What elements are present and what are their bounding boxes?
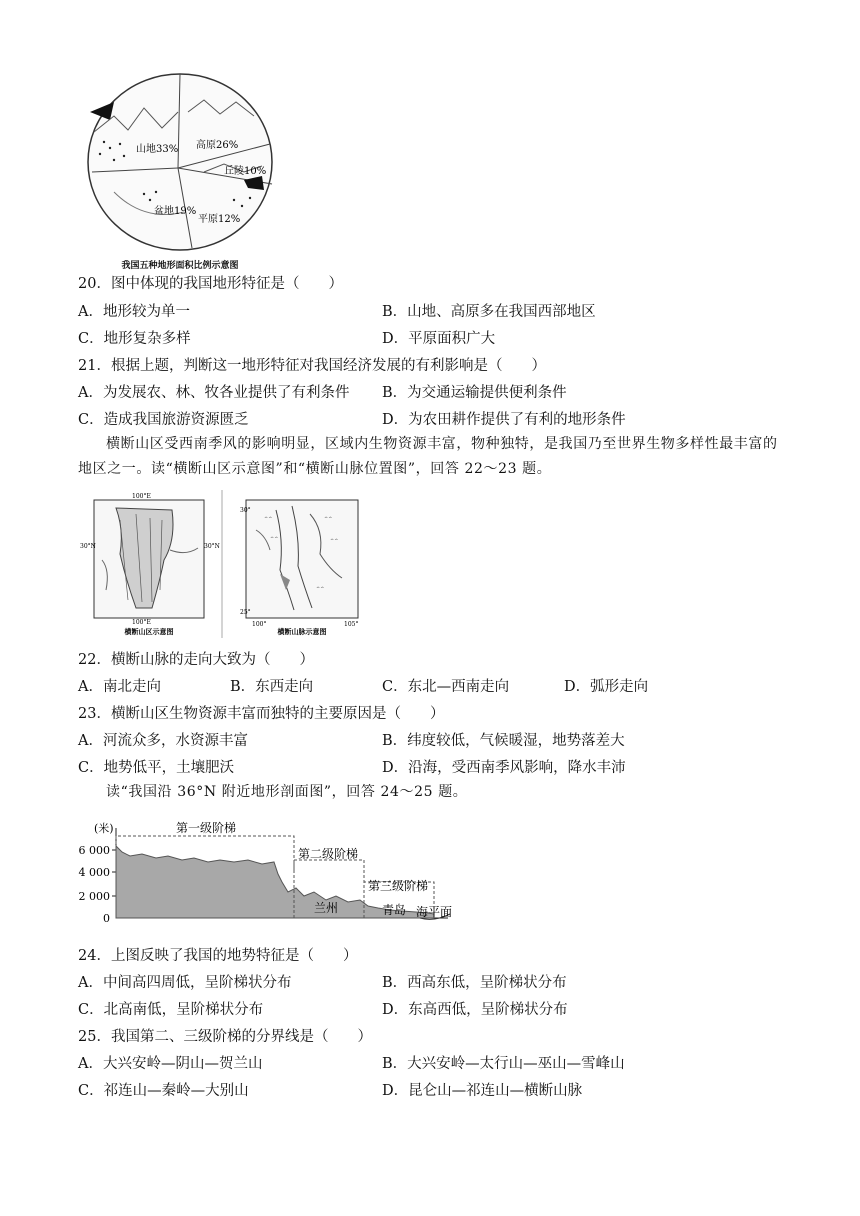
q22-option-d[interactable]: D．弧形走向 — [564, 679, 649, 695]
terrain-pie-illustration — [84, 72, 276, 252]
profile-ytick-4000: 4 000 — [78, 866, 110, 879]
q20-option-a[interactable]: A．地形较为单一 — [78, 304, 190, 320]
q23-stem: 23．横断山区生物资源丰富而独特的主要原因是（ ） — [78, 706, 445, 722]
profile-place-lanzhou: 兰州 — [314, 901, 339, 915]
q23-option-d[interactable]: D．沿海，受西南季风影响，降水丰沛 — [382, 760, 626, 776]
q25-option-a[interactable]: A．大兴安岭—阴山—贺兰山 — [78, 1056, 263, 1072]
left-map-lon-bottom: 100°E — [132, 619, 151, 626]
svg-text:^^: ^^ — [270, 536, 279, 542]
q20-stem: 20．图中体现的我国地形特征是（ ） — [78, 276, 343, 292]
svg-text:^^: ^^ — [316, 586, 325, 592]
pie-label-plateau: 高原26% — [196, 140, 239, 151]
q22-option-a[interactable]: A．南北走向 — [78, 679, 161, 695]
svg-text:^^: ^^ — [264, 516, 273, 522]
right-map-lat-top: 30° — [240, 507, 251, 514]
q25-option-c[interactable]: C．祁连山—秦岭—大别山 — [78, 1083, 249, 1099]
q21-option-a[interactable]: A．为发展农、林、牧各业提供了有利条件 — [78, 385, 350, 401]
svg-text:^^: ^^ — [330, 538, 339, 544]
q22-option-b[interactable]: B．东西走向 — [230, 679, 314, 695]
q21-option-d[interactable]: D．为农田耕作提供了有利的地形条件 — [382, 412, 626, 428]
right-map-caption: 横断山脉示意图 — [277, 627, 327, 636]
profile-ytick-6000: 6 000 — [78, 844, 110, 857]
q23-option-c[interactable]: C．地势低平，土壤肥沃 — [78, 760, 235, 776]
q23-option-a[interactable]: A．河流众多，水资源丰富 — [78, 733, 248, 749]
profile-place-qingdao: 青岛 — [382, 903, 407, 917]
pie-label-basin: 盆地19% — [154, 206, 197, 217]
right-map-lat-bottom: 25° — [240, 609, 251, 616]
q24-option-a[interactable]: A．中间高四周低，呈阶梯状分布 — [78, 975, 292, 991]
pie-label-mountain: 山地33% — [136, 144, 179, 155]
q25-option-d[interactable]: D．昆仑山—祁连山—横断山脉 — [382, 1083, 583, 1099]
q21-option-c[interactable]: C．造成我国旅游资源匮乏 — [78, 412, 249, 428]
q24-option-b[interactable]: B．西高东低，呈阶梯状分布 — [382, 975, 567, 991]
profile-sea-level: 海平面 — [416, 905, 453, 919]
q25-stem: 25．我国第二、三级阶梯的分界线是（ ） — [78, 1029, 372, 1045]
q25-option-b[interactable]: B．大兴安岭—太行山—巫山—雪峰山 — [382, 1056, 625, 1072]
terrain-proportion-figure — [84, 72, 276, 271]
pie-label-hills: 丘陵10% — [224, 166, 267, 177]
right-map-lon-left: 100° — [252, 621, 267, 628]
svg-text:^^: ^^ — [324, 516, 333, 522]
q22-stem: 22．横断山脉的走向大致为（ ） — [78, 652, 314, 668]
profile-ytick-0: 0 — [103, 912, 110, 925]
q24-stem: 24．上图反映了我国的地势特征是（ ） — [78, 948, 358, 964]
hengduan-maps — [80, 490, 364, 638]
terrain-profile-figure — [78, 814, 458, 926]
q21-option-b[interactable]: B．为交通运输提供便利条件 — [382, 385, 567, 401]
q24-option-c[interactable]: C．北高南低，呈阶梯状分布 — [78, 1002, 264, 1018]
left-map-caption: 横断山区示意图 — [124, 627, 174, 636]
q22-option-c[interactable]: C．东北—西南走向 — [382, 679, 510, 695]
profile-unit: (米) — [94, 822, 114, 835]
profile-step-2: 第二级阶梯 — [298, 847, 359, 861]
pie-label-plain: 平原12% — [198, 214, 241, 225]
left-map-lat-left: 30°N — [80, 543, 96, 550]
left-map-lon-top: 100°E — [132, 493, 151, 500]
profile-step-3: 第三级阶梯 — [368, 879, 429, 893]
q20-option-b[interactable]: B．山地、高原多在我国西部地区 — [382, 304, 596, 320]
q23-option-b[interactable]: B．纬度较低，气候暖湿，地势落差大 — [382, 733, 625, 749]
intro-24-25: 读“我国沿 36°N 附近地形剖面图”，回答 24～25 题。 — [106, 784, 468, 800]
hengduan-maps-figure — [80, 490, 364, 638]
intro-22-23: 横断山区受西南季风的影响明显，区域内生物资源丰富，物种独特，是我国乃至世界生物多样性最丰富的地区之一。读“横断山区示意图”和“横断山脉位置图”，回答 22～23 题。 — [78, 436, 778, 477]
q20-option-c[interactable]: C．地形复杂多样 — [78, 331, 191, 347]
q20-option-d[interactable]: D．平原面积广大 — [382, 331, 496, 347]
profile-step-1: 第一级阶梯 — [176, 821, 237, 835]
q21-stem: 21．根据上题，判断这一地形特征对我国经济发展的有利影响是（ ） — [78, 358, 546, 374]
right-map-lon-right: 105° — [344, 621, 359, 628]
profile-ytick-2000: 2 000 — [78, 890, 110, 903]
q24-option-d[interactable]: D．东高西低，呈阶梯状分布 — [382, 1002, 568, 1018]
left-map-lat-right: 30°N — [204, 543, 220, 550]
terrain-profile — [78, 814, 458, 926]
pie-caption: 我国五种地形面积比例示意图 — [121, 261, 239, 271]
